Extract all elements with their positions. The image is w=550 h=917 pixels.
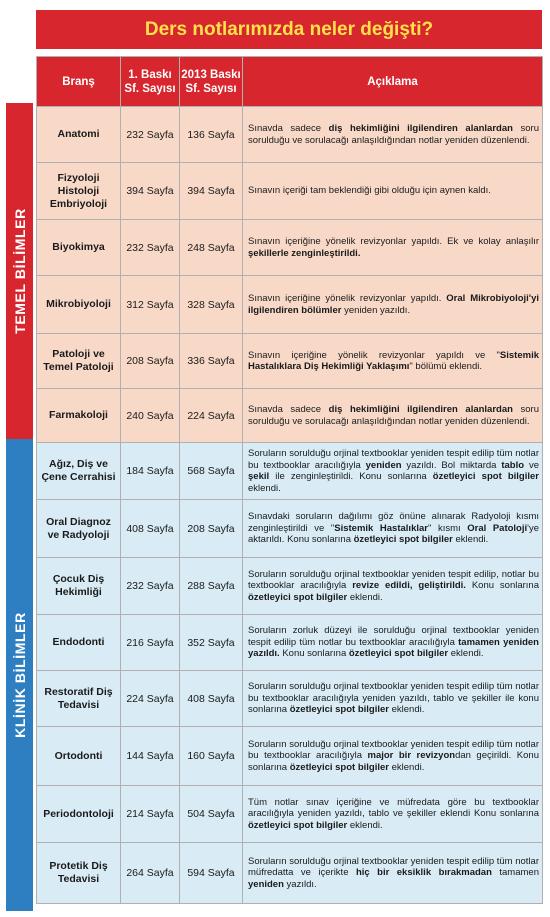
description-text: dan geçirildi. Konu sonlarına [248, 750, 539, 773]
group-label-klinik-text: KLİNİK BİLİMLER [11, 612, 28, 738]
description-text: 'ye aktarıldı. Konu sonlarına [248, 522, 539, 546]
description-text: Sınavdaki soruların dağılımı göz önüne alınarak Radyoloji kısmı zenginleştirildi ve " [248, 511, 539, 534]
branch-name: Mikrobiyoloji [37, 276, 121, 334]
branch-name: Biyokimya [37, 220, 121, 276]
description-text: eklendi. [347, 591, 383, 603]
table-row [37, 671, 543, 727]
description [243, 727, 543, 786]
pages-2013-edition: 352 Sayfa [180, 615, 243, 671]
pages-2013-edition: 248 Sayfa [180, 220, 243, 276]
description-text: Sınavda sadece [248, 404, 329, 415]
table-row [37, 163, 543, 220]
pages-2013-edition: 394 Sayfa [180, 163, 243, 220]
table-row [37, 786, 543, 843]
pages-first-edition: 408 Sayfa [121, 500, 180, 558]
description-bold-text: özetleyici spot bilgiler [248, 819, 348, 831]
description-text: soru sorulduğu ve sorulacağı anlaşıldığından notlar yeniden düzenlendi. [248, 123, 539, 146]
table-row [37, 558, 543, 615]
pages-2013-edition: 504 Sayfa [180, 786, 243, 843]
branch-name: Çocuk Diş Hekimliği [37, 558, 121, 615]
pages-first-edition: 144 Sayfa [121, 727, 180, 786]
description-text: Sınavın içeriğine yönelik revizyonlar yapıldı. [248, 293, 447, 304]
pages-first-edition: 184 Sayfa [121, 443, 180, 500]
description-text: Soruların sorulduğu orjinal textbooklar yeniden tespit edilip tüm notlar bu textbooklar aracılığıyla [248, 738, 539, 762]
table-row [37, 334, 543, 389]
pages-first-edition: 208 Sayfa [121, 334, 180, 389]
pages-2013-edition: 208 Sayfa [180, 500, 243, 558]
description-bold-text: özetleyici spot bilgiler [289, 704, 389, 716]
pages-2013-edition: 408 Sayfa [180, 671, 243, 727]
description-bold-text: özetleyici spot bilgiler [432, 471, 539, 482]
description-text: eklendi. [448, 648, 484, 660]
description [243, 786, 543, 843]
notes-table [36, 56, 543, 904]
table-row [37, 276, 543, 334]
description [243, 843, 543, 904]
table-row [37, 843, 543, 904]
description-text: Soruların zorluk düzeyi ile sorulduğu orjinal textbooklar yeniden tespit edilip tüm notlar bu textbooklar aracılığıyla [248, 625, 539, 648]
header-brans: Branş [37, 57, 121, 107]
description-text: ve [524, 459, 539, 471]
description-bold-text: tamamen yeniden yazıldı. [248, 636, 539, 660]
description [243, 558, 543, 615]
branch-name: Periodontoloji [37, 786, 121, 843]
pages-first-edition: 232 Sayfa [121, 220, 180, 276]
pages-2013-edition: 594 Sayfa [180, 843, 243, 904]
group-label-klinik [6, 439, 33, 911]
page-title: Ders notlarımızda neler değişti? [36, 10, 542, 49]
branch-name: Endodonti [37, 615, 121, 671]
description-bold-text: yeniden [248, 878, 284, 890]
description-text: Soruların sorulduğu orjinal textbooklar yeniden tespit edilip, notlar bu textbooklar aracılığıyla [248, 568, 539, 592]
pages-first-edition: 216 Sayfa [121, 615, 180, 671]
pages-first-edition: 214 Sayfa [121, 786, 180, 843]
description [243, 500, 543, 558]
description-text: Soruların sorulduğu orjinal textbooklar yeniden tespit edilip tüm notlar müfredatta ve içerikte [248, 855, 539, 879]
branch-name: Ağız, Diş ve Çene Cerrahisi [37, 443, 121, 500]
table-row [37, 107, 543, 163]
description-bold-text: hiç bir eksiklik bırakmadan [355, 867, 492, 879]
table-row [37, 727, 543, 786]
description-text: yazıldı. Bol miktarda [401, 459, 502, 471]
branch-name: Ortodonti [37, 727, 121, 786]
description-text: eklendi. [388, 761, 425, 773]
description-bold-text: diş hekimliğini ilgilendiren alanlardan [328, 404, 513, 415]
description-bold-text: özetleyici spot bilgiler [289, 761, 389, 773]
pages-2013-edition: 136 Sayfa [180, 107, 243, 163]
description-bold-text: major bir revizyon [367, 750, 456, 762]
description-text: Tüm notlar sınav içeriğine ve müfredata göre bu textbooklar aracılığıyla yeniden yazıldı, tablo ve şekiller eklendi Konu sonlarına [248, 796, 539, 820]
description-bold-text: özetleyici spot bilgiler [353, 534, 453, 546]
branch-name: Restoratif Diş Tedavisi [37, 671, 121, 727]
description-bold-text: revize edildi, geliştirildi. [352, 580, 466, 592]
pages-first-edition: 312 Sayfa [121, 276, 180, 334]
header-baski-1: 1. Baskı Sf. Sayısı [121, 57, 180, 107]
description-text: eklendi. [248, 482, 281, 494]
pages-2013-edition: 160 Sayfa [180, 727, 243, 786]
pages-first-edition: 394 Sayfa [121, 163, 180, 220]
table-row [37, 389, 543, 443]
pages-2013-edition: 328 Sayfa [180, 276, 243, 334]
group-label-temel-text: TEMEL BİLİMLER [11, 208, 28, 334]
branch-name: Farmakoloji [37, 389, 121, 443]
description-text: eklendi. [347, 819, 383, 831]
description-bold-text: şekil [248, 471, 270, 482]
description-bold-text: tablo [501, 459, 525, 471]
description-bold-text: Sistemik Hastalıklar [334, 522, 428, 534]
description-bold-text: Sistemik Hastalıklara Diş Hekimliği Yaklaşımı [248, 349, 539, 372]
description-text: Sınavın içeriği tam beklendiği gibi olduğu için aynen kaldı. [248, 185, 491, 197]
table-row [37, 500, 543, 558]
description-bold-text: özetleyici spot bilgiler [348, 648, 449, 660]
branch-name: Anatomi [37, 107, 121, 163]
description-text: Sınavın içeriğine yönelik revizyonlar yapıldı ve " [248, 349, 500, 361]
description-bold-text: şekillerle zenginleştirildi. [248, 247, 361, 259]
pages-first-edition: 240 Sayfa [121, 389, 180, 443]
description-text: Sınavın içeriğine yönelik revizyonlar yapıldı. Ek ve kolay anlaşılır [248, 236, 539, 247]
description-bold-text: yeniden [365, 459, 402, 471]
branch-name: Oral Diagnoz ve Radyoloji [37, 500, 121, 558]
description-text: soru sorulduğu ve sorulacağı anlaşıldığından notlar yeniden düzenlendi. [248, 404, 539, 427]
header-baski-2013: 2013 Baskı Sf. Sayısı [180, 57, 243, 107]
pages-2013-edition: 224 Sayfa [180, 389, 243, 443]
description [243, 220, 543, 276]
pages-first-edition: 264 Sayfa [121, 843, 180, 904]
description-text: yazıldı. [283, 878, 317, 890]
description [243, 671, 543, 727]
pages-2013-edition: 336 Sayfa [180, 334, 243, 389]
table-row [37, 615, 543, 671]
description-text: Soruların sorulduğu orjinal textbooklar yeniden tespit edilip tüm notlar bu textbooklar aracılığıyla yeniden yazıldı, tablo ve şekiller ile konu sonlarına [248, 681, 539, 716]
description-text: " kısmı [427, 522, 468, 534]
description-bold-text: Oral Patoloji [467, 522, 528, 534]
table-body [37, 107, 543, 904]
description [243, 389, 543, 443]
branch-name: Fizyoloji Histoloji Embriyoloji [37, 163, 121, 220]
description [243, 163, 543, 220]
description [243, 334, 543, 389]
description-bold-text: diş hekimliğini ilgilendiren alanlardan [328, 123, 513, 134]
pages-2013-edition: 568 Sayfa [180, 443, 243, 500]
pages-first-edition: 232 Sayfa [121, 107, 180, 163]
pages-first-edition: 232 Sayfa [121, 558, 180, 615]
description-bold-text: özetleyici spot bilgiler [248, 591, 348, 603]
description-text: eklendi. [388, 704, 425, 716]
group-label-temel [6, 103, 33, 439]
description-text: yeniden yazıldı. [341, 304, 411, 316]
description-text: Konu sonlarına [465, 580, 539, 592]
table-row [37, 220, 543, 276]
pages-first-edition: 224 Sayfa [121, 671, 180, 727]
description-text: Soruların sorulduğu orjinal textbooklar yeniden tespit edilip tüm notlar bu textbooklar aracılığıyla [248, 448, 539, 471]
description [243, 615, 543, 671]
description-bold-text: Oral Mikrobiyoloji'yi ilgilendiren bölümler [248, 293, 539, 316]
description-text: tamamen [491, 867, 539, 879]
description-text: Konu sonlarına [279, 648, 349, 660]
description-text: Sınavda sadece [248, 123, 329, 134]
description [243, 107, 543, 163]
description-text: ile zenginleştirildi. Konu sonlarına [269, 471, 433, 482]
header-aciklama: Açıklama [243, 57, 543, 107]
branch-name: Protetik Diş Tedavisi [37, 843, 121, 904]
table-header-row [37, 57, 543, 107]
table-row [37, 443, 543, 500]
branch-name: Patoloji ve Temel Patoloji [37, 334, 121, 389]
description-text: eklendi. [452, 534, 489, 546]
description [243, 443, 543, 500]
pages-2013-edition: 288 Sayfa [180, 558, 243, 615]
description-text: " bölümü eklendi. [409, 361, 482, 372]
description [243, 276, 543, 334]
